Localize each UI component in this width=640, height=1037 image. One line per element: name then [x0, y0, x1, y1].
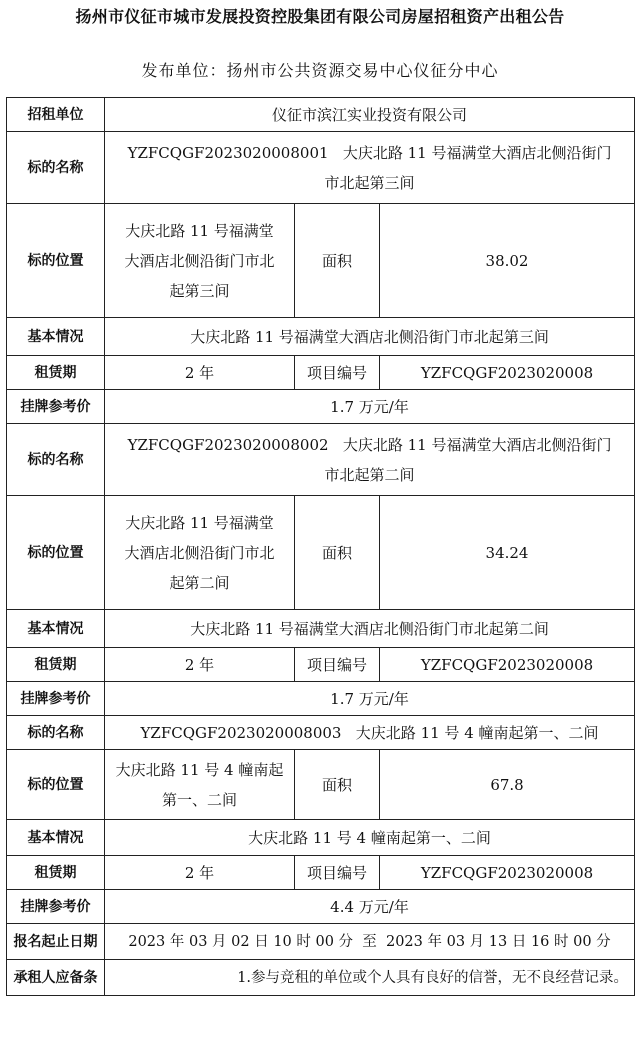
- row-lot1-term: [7, 356, 635, 390]
- label-project-no: 项目编号: [295, 648, 380, 682]
- lot2-location-line1: 大庆北路 11 号福满堂: [125, 513, 274, 532]
- label-term: 租赁期: [7, 356, 105, 390]
- lot3-basic: 大庆北路 11 号 4 幢南起第一、二间: [105, 820, 635, 856]
- period-value: 2023 年 03 月 02 日 10 时 00 分 至 2023 年 03 月 13 日 16 时 00 分: [105, 924, 635, 960]
- label-basic: 基本情况: [7, 318, 105, 356]
- lot3-area: 67.8: [380, 750, 635, 820]
- lot1-project-no: YZFCQGF2023020008: [380, 356, 635, 390]
- row-lot2-location: [7, 496, 635, 610]
- row-lot3-price: [7, 890, 635, 924]
- lot2-name-line2: 市北起第二间: [324, 465, 415, 484]
- label-basic: 基本情况: [7, 610, 105, 648]
- row-lot2-basic: [7, 610, 635, 648]
- label-project-no: 项目编号: [295, 356, 380, 390]
- lot3-location: [105, 750, 295, 820]
- lot2-term: 2 年: [105, 648, 295, 682]
- lot2-code: YZFCQGF2023020008002: [127, 435, 329, 454]
- lot2-price: 1.7 万元/年: [105, 682, 635, 716]
- lot3-name-line1: 大庆北路 11 号 4 幢南起第一、二间: [355, 723, 599, 742]
- row-lot2-term: [7, 648, 635, 682]
- row-lot3-location: [7, 750, 635, 820]
- row-lot1-basic: [7, 318, 635, 356]
- label-term: 租赁期: [7, 648, 105, 682]
- label-name: 标的名称: [7, 424, 105, 496]
- lot1-location: [105, 204, 295, 318]
- label-term: 租赁期: [7, 856, 105, 890]
- lot3-project-no: YZFCQGF2023020008: [380, 856, 635, 890]
- lot1-term: 2 年: [105, 356, 295, 390]
- lot2-area: 34.24: [380, 496, 635, 610]
- lot1-name-line2: 市北起第三间: [324, 173, 415, 192]
- publisher-line: 发布单位：扬州市公共资源交易中心仪征分中心: [141, 61, 499, 80]
- lot2-location-line2: 大酒店北侧沿街门市北: [124, 543, 275, 562]
- bidder-value: 仪征市滨江实业投资有限公司: [105, 98, 635, 132]
- lot1-location-line3: 起第三间: [169, 281, 230, 300]
- row-lot3-term: [7, 856, 635, 890]
- label-name: 标的名称: [7, 132, 105, 204]
- label-area: 面积: [295, 496, 380, 610]
- lot3-code: YZFCQGF2023020008003: [140, 723, 342, 742]
- label-area: 面积: [295, 204, 380, 318]
- label-bidder: 招租单位: [7, 98, 105, 132]
- label-price: 挂牌参考价: [7, 890, 105, 924]
- row-lot1-location: [7, 204, 635, 318]
- label-basic: 基本情况: [7, 820, 105, 856]
- lot2-basic: 大庆北路 11 号福满堂大酒店北侧沿街门市北起第二间: [105, 610, 635, 648]
- row-lot3-name: [7, 716, 635, 750]
- lot2-location-line3: 起第二间: [169, 573, 230, 592]
- label-area: 面积: [295, 750, 380, 820]
- row-lot2-name: [7, 424, 635, 496]
- label-location: 标的位置: [7, 204, 105, 318]
- requirement-1: 1.参与竞租的单位或个人具有良好的信誉，无不良经营记录。: [105, 960, 635, 996]
- lot2-project-no: YZFCQGF2023020008: [380, 648, 635, 682]
- lot2-name: [105, 424, 635, 496]
- row-period: [7, 924, 635, 960]
- lot1-basic: 大庆北路 11 号福满堂大酒店北侧沿街门市北起第三间: [105, 318, 635, 356]
- label-name: 标的名称: [7, 716, 105, 750]
- lot2-name-line1: 大庆北路 11 号福满堂大酒店北侧沿街门: [342, 435, 612, 454]
- lot3-location-line1: 大庆北路 11 号 4 幢南起: [115, 760, 284, 779]
- row-lot3-basic: [7, 820, 635, 856]
- lot1-area: 38.02: [380, 204, 635, 318]
- row-lot2-price: [7, 682, 635, 716]
- label-price: 挂牌参考价: [7, 682, 105, 716]
- lease-table: [6, 97, 635, 996]
- lot3-location-line2: 第一、二间: [161, 790, 237, 809]
- row-requirements: [7, 960, 635, 996]
- label-requirements: 承租人应备条: [7, 960, 105, 996]
- row-lot1-name: [7, 132, 635, 204]
- lot3-name: [105, 716, 635, 750]
- label-location: 标的位置: [7, 750, 105, 820]
- lot1-code: YZFCQGF2023020008001: [127, 143, 329, 162]
- label-project-no: 项目编号: [295, 856, 380, 890]
- lot1-name-line1: 大庆北路 11 号福满堂大酒店北侧沿街门: [342, 143, 612, 162]
- label-period: 报名起止日期: [7, 924, 105, 960]
- page-title: 扬州市仪征市城市发展投资控股集团有限公司房屋招租资产出租公告: [75, 7, 565, 26]
- lot1-price: 1.7 万元/年: [105, 390, 635, 424]
- row-lot1-price: [7, 390, 635, 424]
- lot1-location-line1: 大庆北路 11 号福满堂: [125, 221, 274, 240]
- lot3-price: 4.4 万元/年: [105, 890, 635, 924]
- lot3-term: 2 年: [105, 856, 295, 890]
- lot1-name: [105, 132, 635, 204]
- row-bidder: [7, 98, 635, 132]
- label-location: 标的位置: [7, 496, 105, 610]
- lot1-location-line2: 大酒店北侧沿街门市北: [124, 251, 275, 270]
- lot2-location: [105, 496, 295, 610]
- label-price: 挂牌参考价: [7, 390, 105, 424]
